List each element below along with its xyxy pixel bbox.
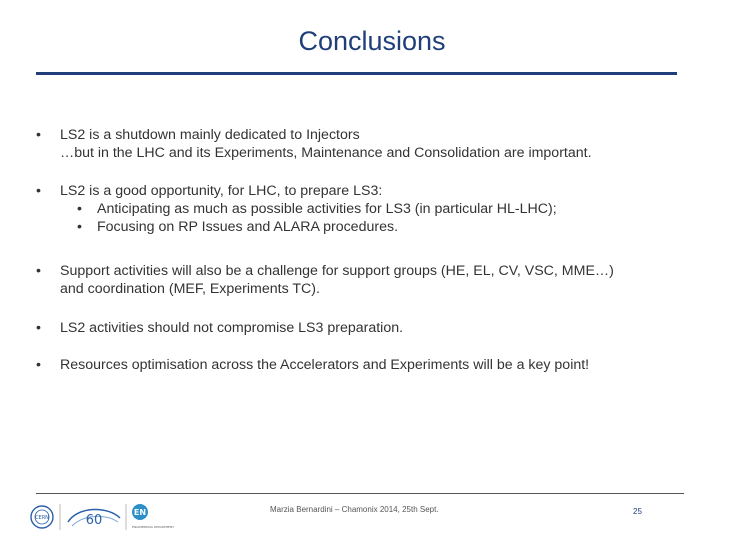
slide-title: Conclusions	[298, 26, 446, 56]
sub-bullet-text: Focusing on RP Issues and ALARA procedures.	[97, 219, 399, 235]
sub-bullet-text: Anticipating as much as possible activities for LS3 (in particular HL-LHC);	[97, 201, 557, 217]
footer-divider	[36, 493, 684, 494]
bullet-item	[36, 126, 592, 162]
title-underline	[36, 72, 677, 75]
sub-bullet-marker: •	[77, 219, 82, 235]
anniversary-logo	[68, 509, 120, 528]
logo-group	[28, 500, 175, 534]
bullet-text: LS2 is a good opportunity, for LHC, to prepare LS3:	[60, 183, 383, 199]
bullet-item	[36, 182, 557, 236]
en-department-text: ENGINEERING DEPARTMENT	[132, 525, 175, 529]
bullet-marker: •	[36, 357, 41, 373]
page-number: 25	[633, 507, 642, 516]
bullet-marker: •	[36, 320, 41, 336]
bullet-marker: •	[36, 183, 41, 199]
bullet-item	[36, 356, 589, 374]
cern-logo	[31, 506, 53, 528]
bullet-text: Support activities will also be a challenge for support groups (HE, EL, CV, VSC, MME…)	[60, 263, 614, 279]
bullet-item	[36, 262, 614, 298]
cern-logo-text: CERN	[35, 515, 49, 521]
bullet-continuation: …but in the LHC and its Experiments, Maintenance and Consolidation are important.	[60, 145, 592, 161]
bullet-marker: •	[36, 127, 41, 143]
bullet-item	[36, 319, 403, 337]
sub-bullet-item	[60, 218, 557, 236]
sub-bullet-item	[60, 200, 557, 218]
bullet-continuation: and coordination (MEF, Experiments TC).	[60, 281, 320, 297]
en-department-logo	[132, 504, 174, 529]
bullet-text: Resources optimisation across the Accelerators and Experiments will be a key point!	[60, 357, 590, 373]
en-logo-text: EN	[133, 508, 147, 517]
bullet-text: LS2 activities should not compromise LS3 preparation.	[60, 320, 404, 336]
footer-author-date: Marzia Bernardini – Chamonix 2014, 25th Sept.	[270, 505, 439, 514]
bullet-marker: •	[36, 263, 41, 279]
sub-bullet-marker: •	[77, 201, 82, 217]
anniversary-logo-text: 60	[85, 513, 103, 528]
bullet-text: LS2 is a shutdown mainly dedicated to Injectors	[60, 127, 360, 143]
footer-logos	[28, 500, 175, 534]
